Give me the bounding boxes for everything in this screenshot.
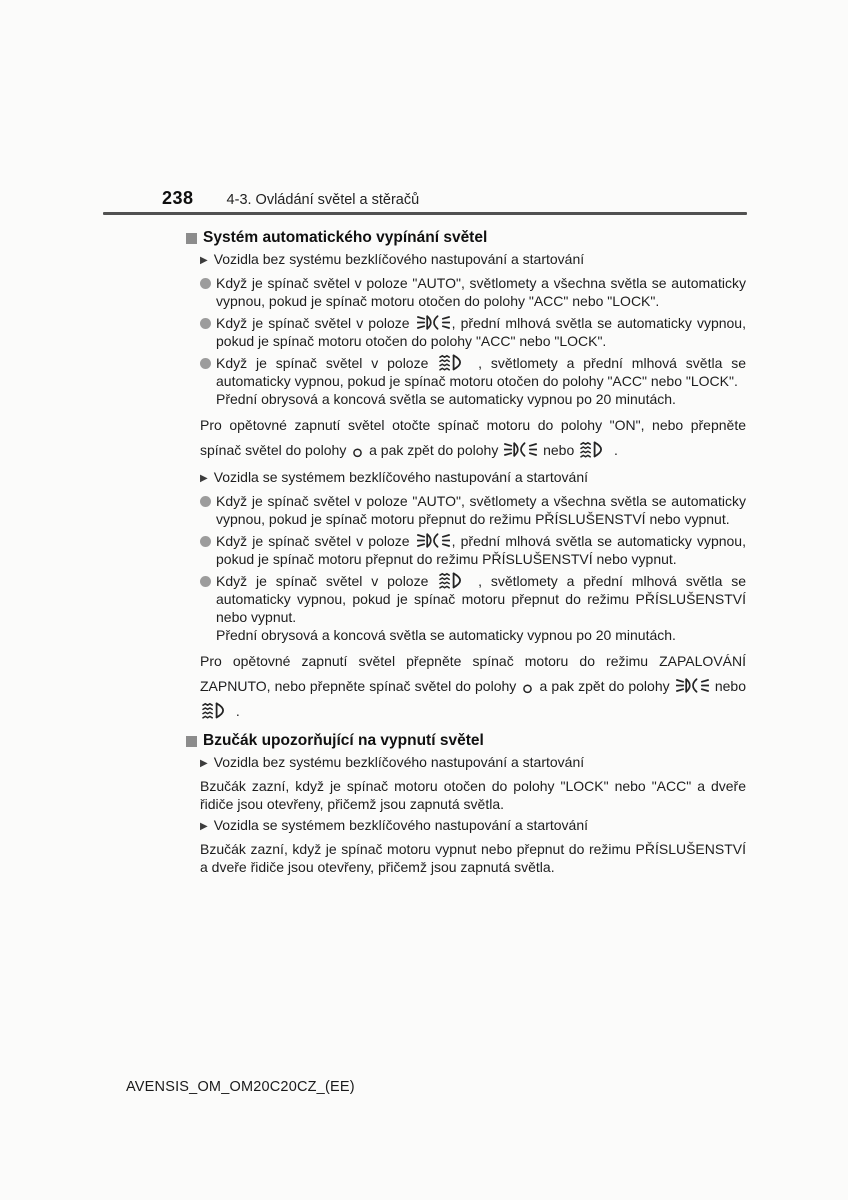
- page-content: [186, 221, 746, 879]
- trigger-label: Vozidla bez systému bezklíčového nastupování a startování: [213, 754, 585, 770]
- bullet-item: [200, 274, 746, 310]
- headlights-on-icon: [202, 702, 230, 719]
- tail-lights-position-icon: [676, 677, 709, 694]
- headlights-on-icon: [439, 354, 467, 371]
- paragraph: Pro opětovné zapnutí světel otočte spínač motoru do polohy "ON", nebo přepněte spínač světel do polohy a pak zpět do polohy nebo .: [200, 417, 746, 458]
- tail-lights-position-icon: [417, 532, 450, 549]
- lights-off-position-icon: [352, 447, 363, 458]
- bullet-text: Když je spínač světel v poloze "AUTO", světlomety a všechna světla se automaticky vypnou, pokud je spínač motoru otočen do polohy "ACC" nebo "LOCK".: [216, 275, 746, 309]
- bullet-text: Když je spínač světel v poloze , přední mlhová světla se automaticky vypnou, pokud je spínač motoru přepnut do režimu PŘÍSLUŠENSTVÍ nebo vypnut.: [216, 533, 746, 567]
- lights-off-position-icon: [522, 683, 533, 694]
- bullet-item: [200, 572, 746, 644]
- trigger-label: Vozidla se systémem bezklíčového nastupování a startování: [213, 469, 589, 485]
- paragraph: Pro opětovné zapnutí světel přepněte spínač motoru do režimu ZAPALOVÁNÍ ZAPNUTO, nebo přepněte spínač světel do polohy a pak zpět do polohy nebo .: [200, 653, 746, 719]
- bullet-text: Když je spínač světel v poloze "AUTO", světlomety a všechna světla se automaticky vypnou, pokud je spínač motoru přepnut do režimu PŘÍSLUŠENSTVÍ nebo vypnut.: [216, 493, 746, 527]
- bullet-item: [200, 354, 746, 408]
- paragraph: Bzučák zazní, když je spínač motoru otočen do polohy "LOCK" nebo "ACC" a dveře řidiče jsou otevřeny, přičemž jsou zapnutá světla.: [200, 778, 746, 812]
- section-square-icon: [186, 233, 197, 244]
- headlights-on-icon: [580, 441, 608, 458]
- dot-bullet-icon: [200, 536, 211, 547]
- variant-trigger: [200, 753, 746, 774]
- page-header: [162, 188, 419, 209]
- bullet-item: [200, 532, 746, 568]
- section-heading: [186, 731, 746, 750]
- dot-bullet-icon: [200, 496, 211, 507]
- paragraph: Bzučák zazní, když je spínač motoru vypnut nebo přepnut do režimu PŘÍSLUŠENSTVÍ a dveře řidiče jsou otevřeny, přičemž jsou zapnutá světla.: [200, 841, 746, 875]
- dot-bullet-icon: [200, 358, 211, 369]
- section-square-icon: [186, 736, 197, 747]
- bullet-item: [200, 314, 746, 350]
- headlights-on-icon: [439, 572, 467, 589]
- page-number: 238: [162, 188, 194, 208]
- variant-trigger: [200, 816, 746, 837]
- bullet-text: Když je spínač světel v poloze , světlomety a přední mlhová světla se automaticky vypnou, pokud je spínač motoru přepnut do režimu PŘÍSLUŠENSTVÍ nebo vypnut. Přední obrysová a koncová světla se automaticky vypnou po 20 minutách.: [216, 573, 746, 643]
- dot-bullet-icon: [200, 278, 211, 289]
- document-code: AVENSIS_OM_OM20C20CZ_(EE): [126, 1079, 355, 1095]
- section-title: Systém automatického vypínání světel: [203, 229, 488, 246]
- triangle-marker-icon: ▶: [200, 758, 208, 769]
- tail-lights-position-icon: [417, 314, 450, 331]
- variant-trigger: [200, 468, 746, 489]
- tail-lights-position-icon: [504, 441, 537, 458]
- bullet-text: Když je spínač světel v poloze , přední mlhová světla se automaticky vypnou, pokud je spínač motoru otočen do polohy "ACC" nebo "LOCK".: [216, 315, 746, 349]
- manual-section: [186, 228, 746, 724]
- dot-bullet-icon: [200, 318, 211, 329]
- triangle-marker-icon: ▶: [200, 821, 208, 832]
- manual-section: [186, 731, 746, 876]
- dot-bullet-icon: [200, 576, 211, 587]
- triangle-marker-icon: ▶: [200, 473, 208, 484]
- chapter-title: 4-3. Ovládání světel a stěračů: [226, 192, 420, 208]
- trigger-label: Vozidla bez systému bezklíčového nastupování a startování: [213, 251, 585, 267]
- section-heading: [186, 228, 746, 247]
- bullet-text: Když je spínač světel v poloze , světlomety a přední mlhová světla se automaticky vypnou, pokud je spínač motoru otočen do polohy "ACC" nebo "LOCK". Přední obrysová a koncová světla se automaticky vypnou po 20 minutách.: [216, 355, 746, 407]
- bullet-item: [200, 492, 746, 528]
- header-rule: [103, 212, 747, 215]
- page-footer: [126, 1079, 355, 1095]
- section-title: Bzučák upozorňující na vypnutí světel: [203, 732, 484, 749]
- trigger-label: Vozidla se systémem bezklíčového nastupování a startování: [213, 817, 589, 833]
- variant-trigger: [200, 250, 746, 271]
- triangle-marker-icon: ▶: [200, 255, 208, 266]
